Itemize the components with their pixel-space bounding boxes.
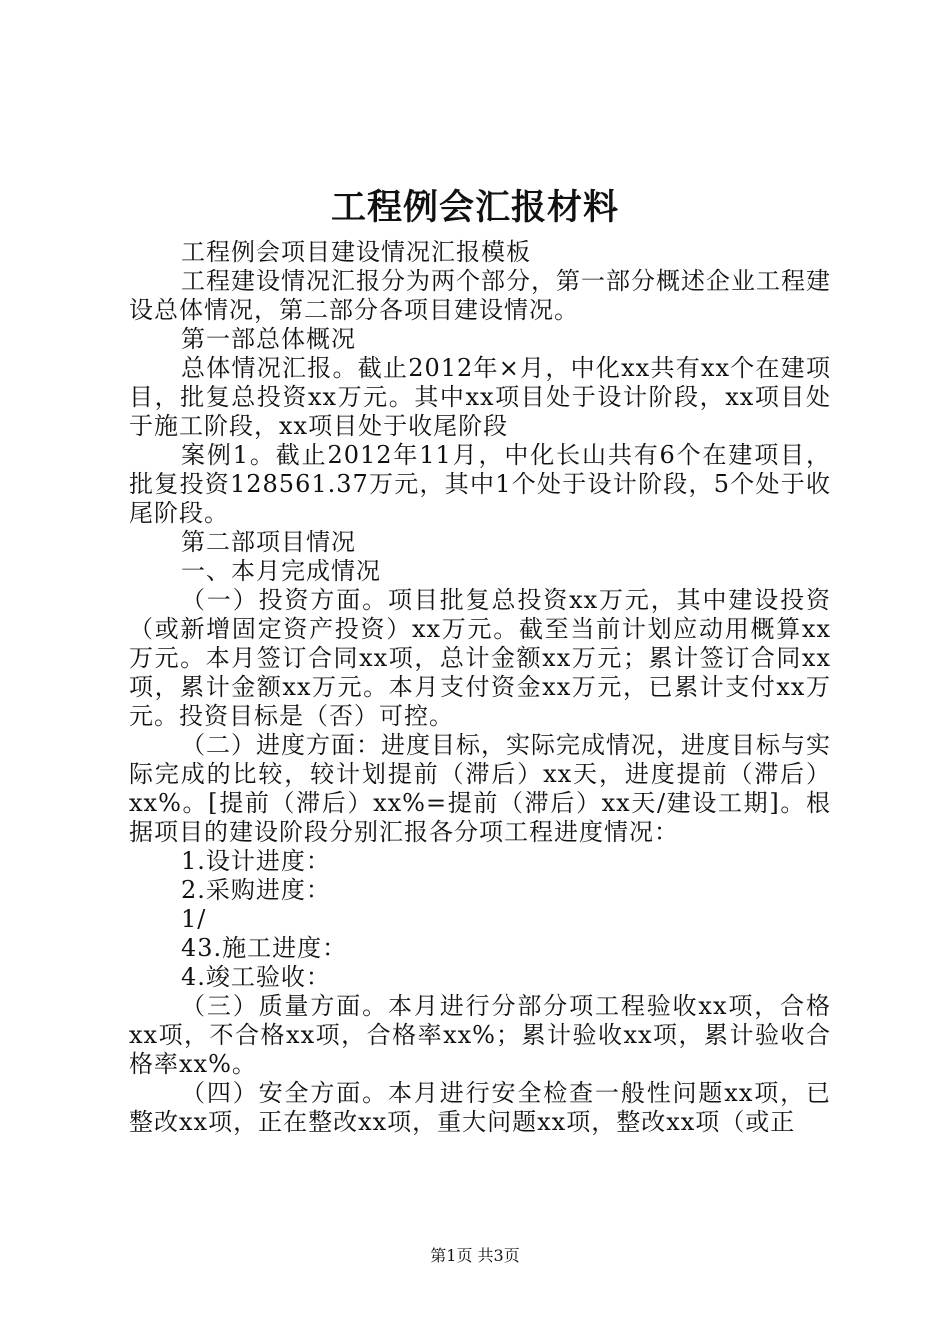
paragraph-4: 总体情况汇报。截止2012年×月，中化xx共有xx个在建项目，批复总投资xx万元。其中xx项目处于设计阶段，xx项目处于施工阶段，xx项目处于收尾阶段: [129, 354, 831, 440]
paragraph-2: 工程建设情况汇报分为两个部分，第一部分概述企业工程建设总体情况，第二部分各项目建设情况。: [129, 267, 831, 324]
paragraph-14: 4.竣工验收：: [181, 963, 331, 991]
paragraph-16: （四）安全方面。本月进行安全检查一般性问题xx项，已整改xx项，正在整改xx项，重大问题xx项，整改xx项（或正: [129, 1079, 831, 1136]
paragraph-9: （二）进度方面：进度目标，实际完成情况，进度目标与实际完成的比较，较计划提前（滞后）xx天，进度提前（滞后）xx%。[提前（滞后）xx%=提前（滞后）xx天/建设工期]。根据项目的建设阶段分别汇报各分项工程进度情况：: [129, 731, 831, 846]
document-title: 工程例会汇报材料: [330, 187, 619, 228]
paragraph-15: （三）质量方面。本月进行分部分项工程验收xx项，合格xx项，不合格xx项，合格率xx%；累计验收xx项，累计验收合格率xx%。: [129, 992, 831, 1078]
paragraph-6: 第二部项目情况: [181, 528, 356, 556]
paragraph-1: 工程例会项目建设情况汇报模板: [181, 238, 531, 266]
paragraph-7: 一、本月完成情况: [181, 557, 381, 585]
paragraph-12: 1/: [181, 905, 207, 933]
paragraph-8: （一）投资方面。项目批复总投资xx万元，其中建设投资（或新增固定资产投资）xx万元。截至当前计划应动用概算xx万元。本月签订合同xx项，总计金额xx万元；累计签订合同xx项，累计金额xx万元。本月支付资金xx万元，已累计支付xx万元。投资目标是（否）可控。: [129, 586, 831, 730]
page-footer: 第1页 共3页: [430, 1246, 520, 1265]
paragraph-13: 43.施工进度：: [181, 934, 348, 962]
paragraph-3: 第一部总体概况: [181, 325, 356, 353]
paragraph-11: 2.采购进度：: [181, 876, 331, 904]
paragraph-10: 1.设计进度：: [181, 847, 331, 875]
paragraph-5: 案例1。截止2012年11月，中化长山共有6个在建项目，批复投资128561.37万元，其中1个处于设计阶段，5个处于收尾阶段。: [129, 441, 831, 527]
document-body: [129, 238, 831, 1137]
